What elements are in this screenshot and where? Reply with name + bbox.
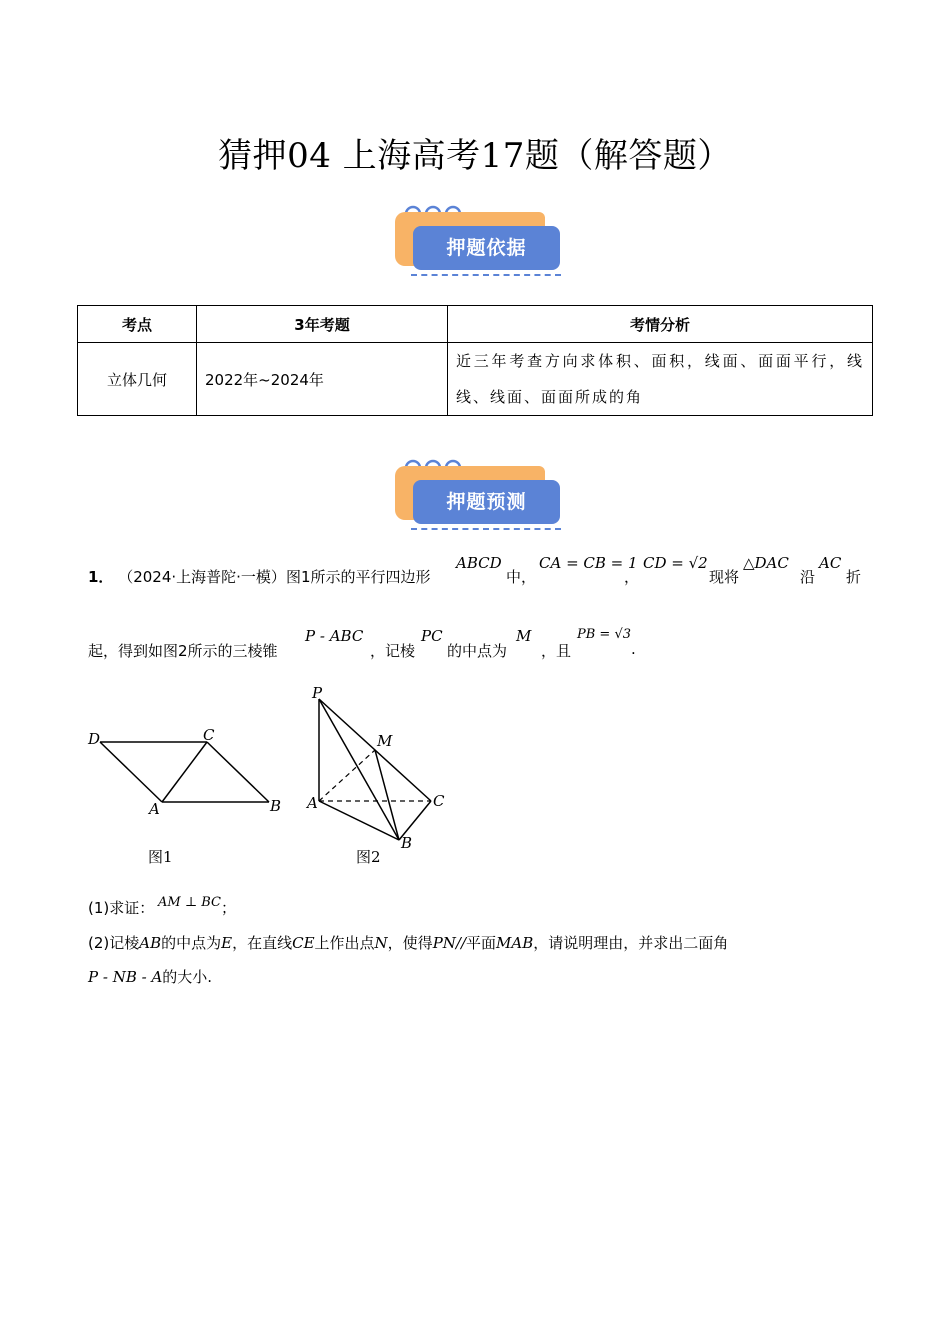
question-text: ， — [624, 568, 640, 586]
math-ac: AC — [819, 554, 842, 572]
question-text: 平面 — [466, 934, 497, 952]
fig1-label-c: C — [203, 726, 215, 744]
question-text: 沿 — [800, 568, 816, 586]
question-text: 的中点为 — [161, 934, 222, 952]
math-abcd: ABCD — [456, 554, 502, 572]
exam-analysis-table — [77, 305, 873, 416]
question-text: 现将 — [709, 568, 740, 586]
table-header-row — [78, 306, 873, 343]
figure-2-caption: 图2 — [356, 848, 381, 866]
fig2-label-p: P — [312, 684, 323, 702]
math-pabc: P - ABC — [305, 627, 364, 645]
header-analysis: 考情分析 — [448, 306, 873, 343]
fig1-label-b: B — [270, 797, 282, 815]
math-pc: PC — [421, 627, 443, 645]
part-1-suffix: ； — [221, 899, 237, 917]
question-line-1 — [88, 566, 430, 587]
figure-2-pyramid — [300, 680, 460, 860]
badge-forecast — [393, 454, 563, 534]
badge-underline — [411, 274, 561, 276]
part-2-line-2 — [88, 966, 212, 987]
question-text: ，使得 — [387, 934, 433, 952]
question-text: 起，得到如图2所示的三棱锥 — [88, 642, 278, 660]
math-pb: PB = √3 — [577, 627, 632, 642]
question-text: 的大小. — [162, 968, 213, 986]
badge-basis — [393, 200, 563, 280]
figure-1-parallelogram — [80, 725, 300, 825]
page-title: 猜押04 上海高考17题（解答题） — [218, 136, 732, 176]
math-ce: CE — [292, 934, 315, 952]
question-text: ，在直线 — [232, 934, 293, 952]
math-dihedral: P - NB - A — [88, 968, 163, 986]
cell-analysis: 近三年考查方向求体积、面积，线面、面面平行，线线、线面、面面所成的角 — [448, 343, 873, 416]
math-am-perp-bc: AM ⊥ BC — [158, 895, 221, 910]
fig1-label-a: A — [149, 800, 160, 818]
math-m: M — [516, 627, 532, 645]
math-e: E — [221, 934, 233, 952]
badge-underline — [411, 528, 561, 530]
cell-topic: 立体几何 — [78, 343, 197, 416]
fig2-label-b: B — [401, 834, 413, 852]
math-cd: CD = √2 — [643, 554, 708, 572]
question-text: 的中点为 — [447, 642, 508, 660]
math-dac: △DAC — [743, 554, 789, 572]
math-pn-parallel: PN// — [432, 934, 467, 952]
header-topic: 考点 — [78, 306, 197, 343]
badge-label: 押题预测 — [413, 480, 560, 524]
fig2-label-a: A — [307, 794, 318, 812]
question-text: ，请说明理由，并求出二面角 — [533, 934, 729, 952]
math-ab: AB — [139, 934, 162, 952]
question-text: 中， — [506, 568, 537, 586]
math-mab: MAB — [496, 934, 534, 952]
header-years: 3年考题 — [197, 306, 448, 343]
fig2-label-m: M — [377, 732, 393, 750]
figure-1-caption: 图1 — [148, 848, 173, 866]
question-text: (2)记棱 — [88, 934, 140, 952]
math-n: N — [374, 934, 388, 952]
part-2-line-1 — [88, 932, 728, 953]
fig1-label-d: D — [88, 730, 101, 748]
table-row — [78, 343, 873, 416]
math-cacb: CA = CB = 1 — [539, 554, 638, 572]
question-text: ，记棱 — [370, 642, 416, 660]
question-text: 图1所示的平行四边形 — [285, 568, 431, 586]
part-1-prefix: (1)求证： — [88, 899, 155, 917]
question-text: 折 — [846, 568, 862, 586]
cell-years: 2022年~2024年 — [197, 343, 448, 416]
question-text: 上作出点 — [314, 934, 375, 952]
question-text: ，且 — [541, 642, 572, 660]
fig2-label-c: C — [433, 792, 445, 810]
question-source: （2024·上海普陀·一模） — [118, 568, 286, 586]
question-text: . — [631, 640, 636, 658]
badge-label: 押题依据 — [413, 226, 560, 270]
question-number: 1． — [88, 568, 114, 586]
